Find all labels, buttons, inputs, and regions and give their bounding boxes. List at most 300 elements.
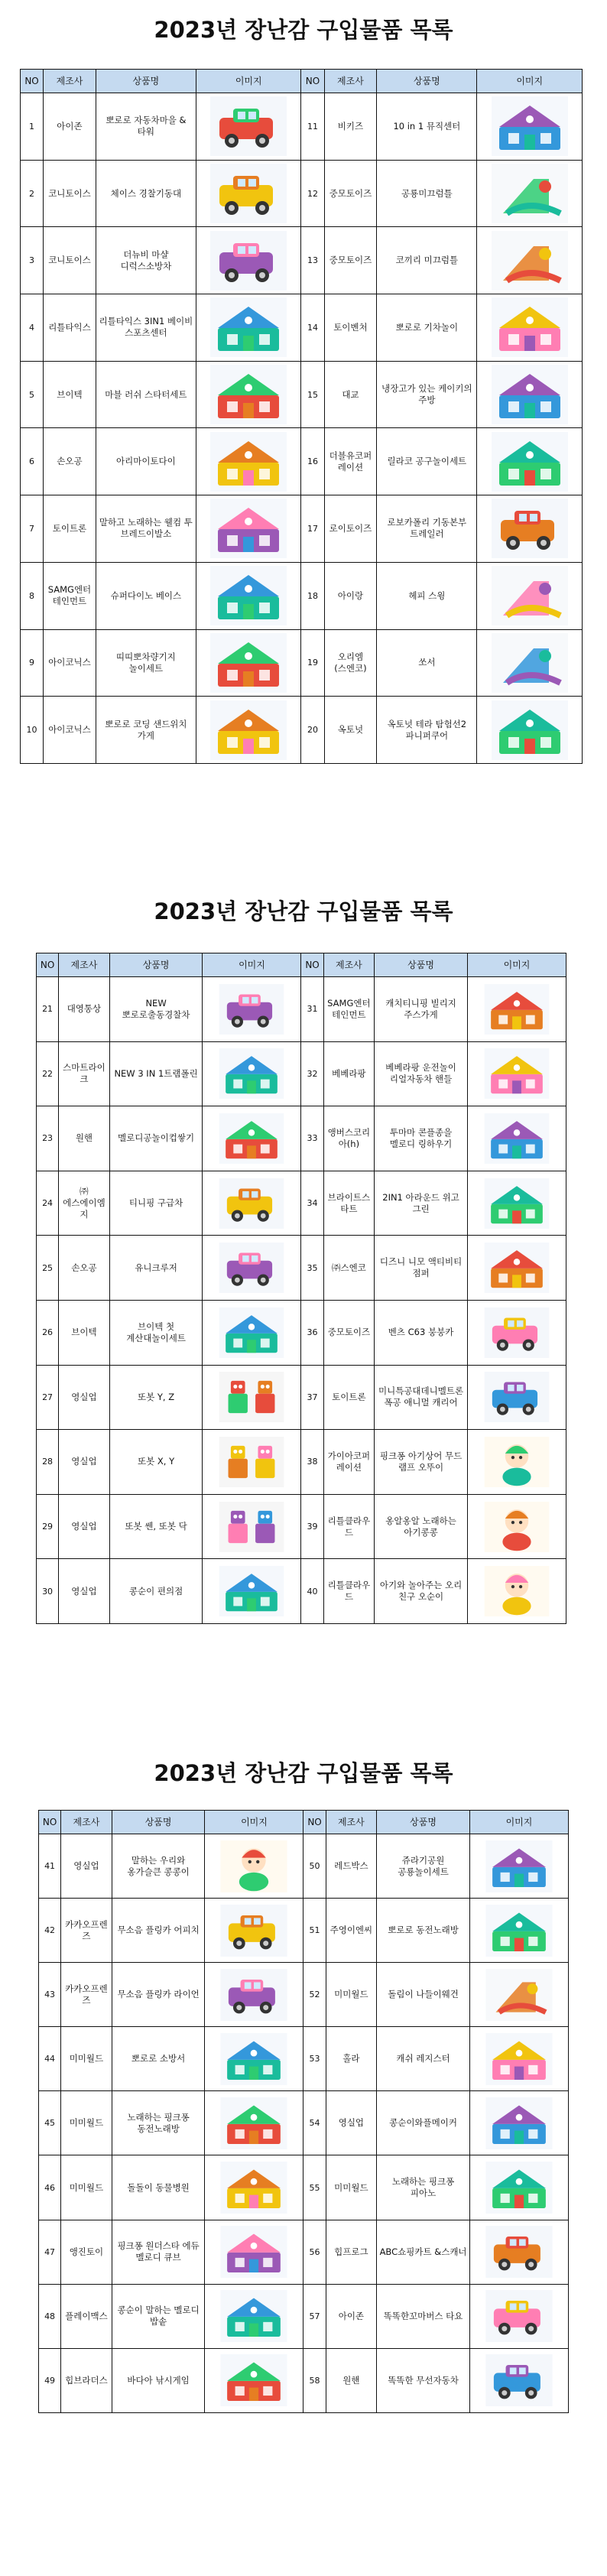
- manufacturer: 미미월드: [61, 2027, 112, 2091]
- item-number: 8: [21, 562, 44, 629]
- table-row: [39, 1834, 569, 1899]
- train-set-icon: [492, 297, 568, 357]
- item-number: 15: [301, 361, 324, 428]
- item-number: 45: [39, 2091, 61, 2155]
- product-image: [203, 1365, 301, 1430]
- manufacturer: 힙프로그: [326, 2220, 377, 2284]
- wagon-icon: [482, 1969, 556, 2021]
- manufacturer: 대영통상: [59, 977, 110, 1042]
- table-row: [39, 2027, 569, 2091]
- item-number: 36: [301, 1300, 323, 1365]
- item-number: 9: [21, 629, 44, 697]
- cash-register-icon: [215, 1307, 288, 1358]
- toy-table-icon: [210, 432, 287, 492]
- stacking-cups-icon: [215, 1113, 288, 1164]
- column-header: 상품명: [375, 953, 468, 977]
- item-number: 7: [21, 495, 44, 563]
- manufacturer: 로이토이즈: [324, 495, 377, 563]
- robot-icon: [215, 1437, 288, 1487]
- manufacturer: 더블유코퍼레이션: [324, 428, 377, 495]
- product-image: [205, 2220, 304, 2284]
- product-name: 말하고 노래하는 웰컴 투 브레드이발소: [96, 495, 196, 563]
- product-image: [205, 1834, 304, 1899]
- product-name: 슈퍼다이노 베이스: [96, 562, 196, 629]
- item-number: 13: [301, 227, 324, 294]
- ring-stacker-icon: [480, 1113, 553, 1164]
- table-row: [21, 495, 583, 563]
- manufacturer: 브이텍: [59, 1300, 110, 1365]
- item-number: 30: [37, 1559, 59, 1624]
- product-image: [196, 562, 301, 629]
- product-name: 벤츠 C63 붕붕카: [375, 1300, 468, 1365]
- product-name: 캐쉬 레지스터: [377, 2027, 470, 2091]
- submarine-icon: [492, 700, 568, 760]
- product-image: [205, 1899, 304, 1963]
- page-title: 2023년 장난감 구입물품 목록: [154, 17, 453, 43]
- column-header: NO: [301, 70, 324, 93]
- item-number: 41: [39, 1834, 61, 1899]
- pink-karaoke-icon: [217, 2097, 291, 2149]
- item-number: 17: [301, 495, 324, 563]
- column-header: 제조사: [61, 1811, 112, 1834]
- product-image: [477, 227, 583, 294]
- saucer-icon: [492, 633, 568, 693]
- column-header: 이미지: [467, 953, 566, 977]
- table-row: [37, 977, 566, 1042]
- table-row: [21, 697, 583, 764]
- karaoke-icon: [482, 1905, 556, 1957]
- product-name: 콩순이 말하는 멜로디 밥솥: [112, 2284, 205, 2348]
- item-number: 18: [301, 562, 324, 629]
- manufacturer: 리틀타익스: [44, 294, 96, 362]
- product-image: [205, 2348, 304, 2412]
- manufacturer: 앵진토이: [61, 2220, 112, 2284]
- manufacturer: 영실업: [326, 2091, 377, 2155]
- item-number: 27: [37, 1365, 59, 1430]
- table-row: [37, 1106, 566, 1171]
- police-vehicle-icon: [210, 164, 287, 223]
- column-header: 상품명: [96, 70, 196, 93]
- ambulance-icon: [215, 1178, 288, 1229]
- product-name: 마블 러쉬 스타터세트: [96, 361, 196, 428]
- item-number: 19: [301, 629, 324, 697]
- column-header: 이미지: [469, 1811, 568, 1834]
- table-row: [39, 2220, 569, 2284]
- table-row: [39, 1963, 569, 2027]
- manufacturer: 브이텍: [44, 361, 96, 428]
- product-name: 핑크퐁 아기상어 무드 램프 오뚜이: [375, 1430, 468, 1495]
- product-name: 또봇 쎈, 또봇 닥: [109, 1494, 203, 1559]
- item-number: 1: [21, 93, 44, 161]
- product-image: [469, 2091, 568, 2155]
- product-image: [203, 1559, 301, 1624]
- product-name: 리틀타익스 3IN1 베이비 스포츠센터: [96, 294, 196, 362]
- jumper-icon: [480, 1243, 553, 1293]
- product-image: [203, 1106, 301, 1171]
- manufacturer: 비키즈: [324, 93, 377, 161]
- waffle-maker-icon: [482, 2097, 556, 2149]
- fire-truck-icon: [210, 231, 287, 291]
- product-name: 노래하는 핑크퐁 동전노래방: [112, 2091, 205, 2155]
- product-name: 냉장고가 있는 케이키의 주방: [377, 361, 477, 428]
- item-number: 43: [39, 1963, 61, 2027]
- item-number: 10: [21, 697, 44, 764]
- manufacturer: 가이아코퍼레이션: [323, 1430, 375, 1495]
- marble-run-icon: [210, 365, 287, 424]
- manufacturer: 중모토이즈: [323, 1300, 375, 1365]
- trailer-icon: [492, 499, 568, 558]
- manufacturer: 손오공: [59, 1236, 110, 1301]
- table-row: [39, 2284, 569, 2348]
- item-number: 42: [39, 1899, 61, 1963]
- page-title: 2023년 장난감 구입물품 목록: [154, 898, 453, 924]
- manufacturer: 카카오프렌즈: [61, 1963, 112, 2027]
- column-header: 상품명: [377, 70, 477, 93]
- item-number: 48: [39, 2284, 61, 2348]
- product-image: [203, 1430, 301, 1495]
- item-number: 56: [304, 2220, 326, 2284]
- product-table: [20, 69, 583, 764]
- item-number: 44: [39, 2027, 61, 2091]
- music-center-icon: [492, 96, 568, 156]
- table-row: [37, 1365, 566, 1430]
- table-row: [37, 1300, 566, 1365]
- product-image: [469, 1834, 568, 1899]
- manufacturer: 홀라: [326, 2027, 377, 2091]
- manufacturer: SAMG엔터테인먼트: [44, 562, 96, 629]
- kitchen-icon: [492, 365, 568, 424]
- manufacturer: 원핸: [59, 1106, 110, 1171]
- product-name: 콩순이와플메이커: [377, 2091, 470, 2155]
- product-name: 코끼리 미끄럼틀: [377, 227, 477, 294]
- manufacturer: 리틀클라우드: [323, 1494, 375, 1559]
- product-image: [196, 629, 301, 697]
- manufacturer: 중모토이즈: [324, 160, 377, 227]
- vehicle-set-icon: [215, 1243, 288, 1293]
- product-name: 띠띠뽀차량기지 놀이세트: [96, 629, 196, 697]
- product-name: ABC쇼핑카트 &스캐너: [377, 2220, 470, 2284]
- item-number: 55: [304, 2155, 326, 2220]
- product-name: 뽀로로 자동차마을 & 타워: [96, 93, 196, 161]
- product-name: 쥬라기공원 공룡놀이세트: [377, 1834, 470, 1899]
- product-image: [467, 1236, 566, 1301]
- manufacturer: 토이벤처: [324, 294, 377, 362]
- product-name: 유니크루저: [109, 1236, 203, 1301]
- item-number: 57: [304, 2284, 326, 2348]
- item-number: 34: [301, 1171, 323, 1236]
- product-name: 돌림이 나들이웨건: [377, 1963, 470, 2027]
- item-number: 11: [301, 93, 324, 161]
- product-image: [477, 562, 583, 629]
- robot-icon: [215, 1502, 288, 1552]
- product-image: [196, 361, 301, 428]
- product-image: [203, 1300, 301, 1365]
- column-header: NO: [37, 953, 59, 977]
- animal-hospital-icon: [217, 2162, 291, 2214]
- product-image: [477, 93, 583, 161]
- product-image: [467, 1365, 566, 1430]
- item-number: 52: [304, 1963, 326, 2027]
- product-name: 브이텍 첫 계산대놀이세트: [109, 1300, 203, 1365]
- manufacturer: ㈜스엔코: [323, 1236, 375, 1301]
- item-number: 5: [21, 361, 44, 428]
- product-image: [467, 1106, 566, 1171]
- manufacturer: 미미월드: [326, 1963, 377, 2027]
- trampoline-icon: [215, 1048, 288, 1099]
- product-image: [205, 2284, 304, 2348]
- manufacturer: 스마트라이크: [59, 1041, 110, 1106]
- product-name: 핑크퐁 원더스타 에듀 멜로디 큐브: [112, 2220, 205, 2284]
- item-number: 35: [301, 1236, 323, 1301]
- product-image: [467, 977, 566, 1042]
- item-number: 28: [37, 1430, 59, 1495]
- product-image: [469, 2155, 568, 2220]
- manufacturer: 토이트론: [44, 495, 96, 563]
- product-name: 릴라코 공구놀이세트: [377, 428, 477, 495]
- product-image: [469, 2220, 568, 2284]
- column-header: 제조사: [59, 953, 110, 977]
- item-number: 2: [21, 160, 44, 227]
- product-image: [205, 2155, 304, 2220]
- column-header: 제조사: [326, 1811, 377, 1834]
- product-image: [196, 697, 301, 764]
- manufacturer: 아이코닉스: [44, 629, 96, 697]
- column-header: 이미지: [205, 1811, 304, 1834]
- column-header: 상품명: [109, 953, 203, 977]
- product-name: 뽀로로 소방서: [112, 2027, 205, 2091]
- bus-icon: [482, 2290, 556, 2342]
- juice-shop-icon: [480, 984, 553, 1035]
- rc-car-icon: [482, 2354, 556, 2406]
- product-image: [467, 1559, 566, 1624]
- manufacturer: 아이존: [326, 2284, 377, 2348]
- item-number: 31: [301, 977, 323, 1042]
- manufacturer: 영실업: [59, 1365, 110, 1430]
- page-title: 2023년 장난감 구입물품 목록: [154, 1760, 453, 1786]
- steering-wheel-icon: [480, 1048, 553, 1099]
- table-row: [21, 562, 583, 629]
- item-number: 32: [301, 1041, 323, 1106]
- item-number: 47: [39, 2220, 61, 2284]
- product-name: 캐치티니핑 빌리지 주스가게: [375, 977, 468, 1042]
- product-name: 멜로디공놀이컵쌓기: [109, 1106, 203, 1171]
- item-number: 51: [304, 1899, 326, 1963]
- doll-icon: [480, 1502, 553, 1552]
- product-name: 미니특공대데니멜트론 폭공 애니멀 캐리어: [375, 1365, 468, 1430]
- product-name: 아리마이토다이: [96, 428, 196, 495]
- product-image: [467, 1494, 566, 1559]
- item-number: 22: [37, 1041, 59, 1106]
- column-header: NO: [301, 953, 323, 977]
- activity-jumper-icon: [480, 1178, 553, 1229]
- register-icon: [482, 2033, 556, 2085]
- manufacturer: 코니토이스: [44, 160, 96, 227]
- table-row: [21, 428, 583, 495]
- dino-base-icon: [210, 566, 287, 625]
- product-image: [196, 160, 301, 227]
- table-row: [39, 2348, 569, 2412]
- manufacturer: 힙브라더스: [61, 2348, 112, 2412]
- product-name: 무소음 플링카 어피치: [112, 1899, 205, 1963]
- item-number: 29: [37, 1494, 59, 1559]
- manufacturer: 주영이엔씨: [326, 1899, 377, 1963]
- melody-cube-icon: [217, 2226, 291, 2278]
- product-image: [469, 2348, 568, 2412]
- table-row: [37, 1041, 566, 1106]
- table-row: [37, 1494, 566, 1559]
- product-name: 또봇 X, Y: [109, 1430, 203, 1495]
- manufacturer: 영실업: [59, 1494, 110, 1559]
- manufacturer: 아이랑: [324, 562, 377, 629]
- product-name: 노래하는 핑크퐁 피아노: [377, 2155, 470, 2220]
- manufacturer: 베베라팡: [323, 1041, 375, 1106]
- manufacturer: 레드박스: [326, 1834, 377, 1899]
- table-row: [37, 1171, 566, 1236]
- car-track-tower-icon: [210, 96, 287, 156]
- product-name: 공룡미끄럼틀: [377, 160, 477, 227]
- table-row: [39, 1899, 569, 1963]
- product-name: 무소음 플링카 라이언: [112, 1963, 205, 2027]
- product-name: 똑똑한 무선자동차: [377, 2348, 470, 2412]
- manufacturer: 중모토이즈: [324, 227, 377, 294]
- item-number: 24: [37, 1171, 59, 1236]
- column-header: 상품명: [377, 1811, 470, 1834]
- product-name: NEW 뽀로로출동경찰차: [109, 977, 203, 1042]
- slide-icon: [492, 164, 568, 223]
- product-image: [469, 2284, 568, 2348]
- product-image: [469, 1899, 568, 1963]
- manufacturer: 미미월드: [61, 2091, 112, 2155]
- manufacturer: 오리엠(스엔코): [324, 629, 377, 697]
- fishing-game-icon: [217, 2354, 291, 2406]
- item-number: 26: [37, 1300, 59, 1365]
- manufacturer: SAMG엔터테인먼트: [323, 977, 375, 1042]
- product-name: 말하는 우리와 옹가슬큰 콩콩이: [112, 1834, 205, 1899]
- store-playset-icon: [215, 1566, 288, 1616]
- product-image: [196, 294, 301, 362]
- product-image: [467, 1430, 566, 1495]
- table-header-row: [21, 70, 583, 93]
- shark-lamp-icon: [480, 1437, 553, 1487]
- manufacturer: 대교: [324, 361, 377, 428]
- sandwich-shop-icon: [210, 700, 287, 760]
- product-image: [205, 1963, 304, 2027]
- elephant-slide-icon: [492, 231, 568, 291]
- table-row: [39, 2155, 569, 2220]
- product-image: [196, 93, 301, 161]
- product-image: [203, 1041, 301, 1106]
- column-header: NO: [21, 70, 44, 93]
- manufacturer: 영실업: [59, 1430, 110, 1495]
- item-number: 16: [301, 428, 324, 495]
- product-image: [203, 1236, 301, 1301]
- product-name: 2IN1 아라운드 위고 그린: [375, 1171, 468, 1236]
- product-image: [467, 1171, 566, 1236]
- rice-cooker-icon: [217, 2290, 291, 2342]
- product-image: [467, 1300, 566, 1365]
- manufacturer: 코니토이스: [44, 227, 96, 294]
- product-name: 뽀로로 코딩 샌드위치 가게: [96, 697, 196, 764]
- product-name: 돌돌이 동물병원: [112, 2155, 205, 2220]
- table-row: [21, 361, 583, 428]
- manufacturer: 미미월드: [326, 2155, 377, 2220]
- product-image: [477, 428, 583, 495]
- product-name: 헤피 스윙: [377, 562, 477, 629]
- manufacturer: ㈜에스에이엠지: [59, 1171, 110, 1236]
- sports-center-icon: [210, 297, 287, 357]
- item-number: 23: [37, 1106, 59, 1171]
- manufacturer: 리틀클라우드: [323, 1559, 375, 1624]
- product-image: [477, 294, 583, 362]
- piano-icon: [482, 2162, 556, 2214]
- product-image: [203, 1171, 301, 1236]
- manufacturer: 옥토넛: [324, 697, 377, 764]
- manufacturer: 앵버스코리아(h): [323, 1106, 375, 1171]
- product-name: NEW 3 IN 1트램폴린: [109, 1041, 203, 1106]
- column-header: 제조사: [44, 70, 96, 93]
- item-number: 49: [39, 2348, 61, 2412]
- item-number: 25: [37, 1236, 59, 1301]
- table-header-row: [37, 953, 566, 977]
- item-number: 58: [304, 2348, 326, 2412]
- product-name: 또봇 Y, Z: [109, 1365, 203, 1430]
- product-name: 투마마 콘플종을 멜로디 링하우기: [375, 1106, 468, 1171]
- table-row: [21, 160, 583, 227]
- carrier-icon: [480, 1372, 553, 1422]
- manufacturer: 카카오프렌즈: [61, 1899, 112, 1963]
- item-number: 21: [37, 977, 59, 1042]
- product-name: 로보카폴리 기동본부 트레일러: [377, 495, 477, 563]
- product-image: [203, 1494, 301, 1559]
- table-row: [39, 2091, 569, 2155]
- robot-icon: [215, 1372, 288, 1422]
- product-image: [196, 495, 301, 563]
- tool-bench-icon: [492, 432, 568, 492]
- dino-park-icon: [482, 1840, 556, 1892]
- fire-station-icon: [217, 2033, 291, 2085]
- bakery-playset-icon: [210, 499, 287, 558]
- product-image: [467, 1041, 566, 1106]
- product-image: [477, 495, 583, 563]
- column-header: 이미지: [477, 70, 583, 93]
- column-header: NO: [39, 1811, 61, 1834]
- product-image: [469, 1963, 568, 2027]
- product-image: [477, 697, 583, 764]
- product-image: [205, 2091, 304, 2155]
- table-row: [21, 227, 583, 294]
- shopping-cart-icon: [482, 2226, 556, 2278]
- product-name: 체이스 경찰기동대: [96, 160, 196, 227]
- table-row: [21, 93, 583, 161]
- table-row: [21, 294, 583, 362]
- item-number: 54: [304, 2091, 326, 2155]
- product-table: [38, 1810, 569, 2413]
- manufacturer: 영실업: [61, 1834, 112, 1899]
- station-icon: [210, 633, 287, 693]
- ride-on-pink-icon: [217, 1905, 291, 1957]
- product-image: [203, 977, 301, 1042]
- product-name: 콩순이 편의점: [109, 1559, 203, 1624]
- manufacturer: 미미월드: [61, 2155, 112, 2220]
- manufacturer: 손오공: [44, 428, 96, 495]
- column-header: 이미지: [203, 953, 301, 977]
- product-name: 10 in 1 뮤직센터: [377, 93, 477, 161]
- product-name: 디즈니 니모 액티비티 점퍼: [375, 1236, 468, 1301]
- table-header-row: [39, 1811, 569, 1834]
- table-row: [21, 629, 583, 697]
- manufacturer: 영실업: [59, 1559, 110, 1624]
- item-number: 33: [301, 1106, 323, 1171]
